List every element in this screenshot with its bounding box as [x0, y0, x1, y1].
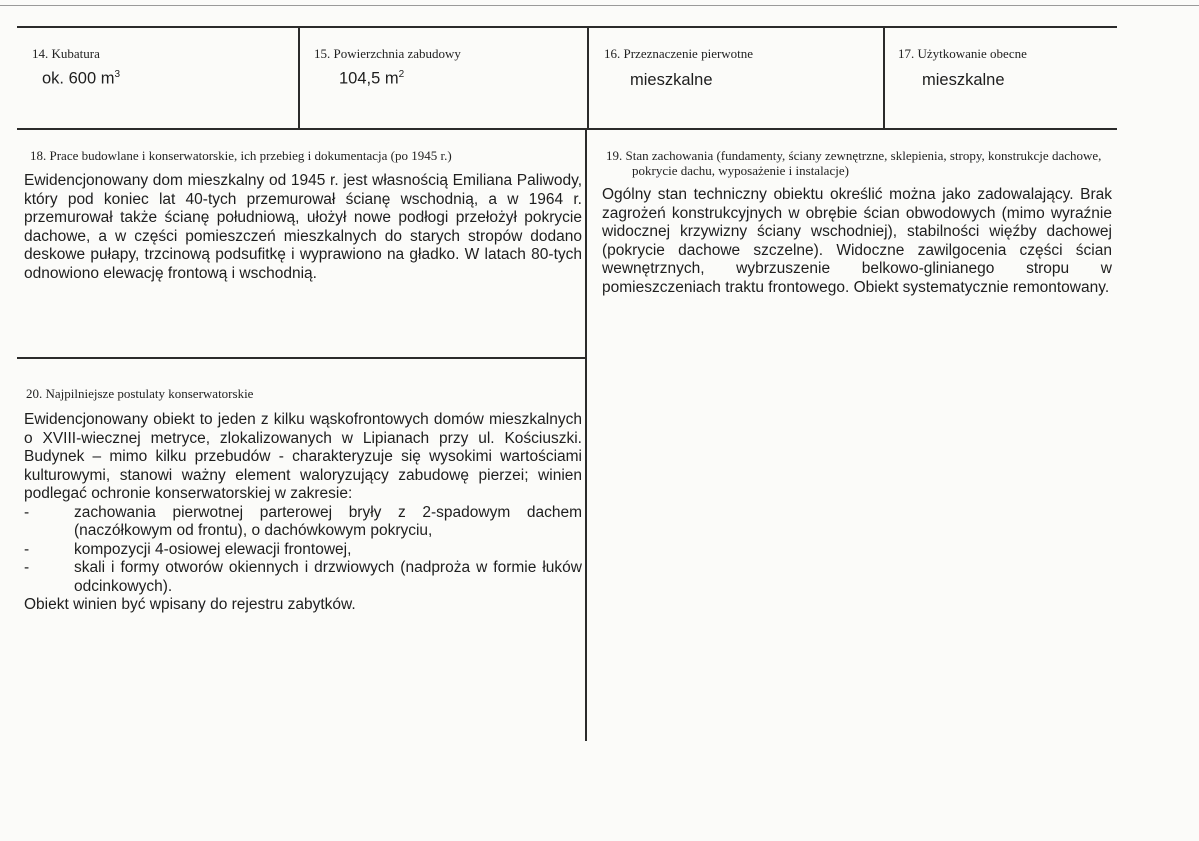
- field-uzytkowanie-obecne: [898, 46, 1113, 90]
- section-stan-zachowania: [602, 148, 1112, 297]
- field-kubatura-value: ok. 600 $m^3$: [42, 69, 121, 88]
- section-20-list: [24, 504, 582, 597]
- divider-16-17: [883, 27, 885, 130]
- divider-14-15: [298, 27, 300, 130]
- field-przeznaczenie-pierwotne: [604, 46, 874, 90]
- row-divider-18-20: [17, 357, 586, 359]
- field-przeznaczenie-label: 16. Przeznaczenie pierwotne: [604, 46, 754, 61]
- list-item: - kompozycji 4-osiowej elewacji frontowej,: [24, 540, 352, 558]
- list-item: - skali i formy otworów okiennych i drzwiowych (nadproża w formie łuków odcinkowych).: [24, 559, 582, 595]
- field-powierzchnia-value: 104,5 $m^2$: [339, 69, 405, 88]
- section-20-intro: Ewidencjonowany obiekt to jeden z kilku wąskofrontowych domów mieszkalnych o XVIII-wiecznej metryce, zlokalizowanych w Lipianach przy ul. Kościuszki. Budynek – mimo kilku przebudów - charakteryzuje się wysokimi wartościami kulturowymi, stanowi ważny element waloryzujący zabudowę pierzei; winien podlegać ochronie konserwatorskiej w zakresie:: [24, 411, 582, 502]
- field-przeznaczenie-value: mieszkalne: [630, 71, 713, 89]
- field-powierzchnia-label: 15. Powierzchnia zabudowy: [314, 46, 461, 61]
- section-20-outro: Obiekt winien być wpisany do rejestru zabytków.: [24, 596, 356, 613]
- field-uzytkowanie-label: 17. Użytkowanie obecne: [898, 46, 1027, 61]
- table-top-border: [17, 26, 1117, 28]
- section-18-label: 18. Prace budowlane i konserwatorskie, ich przebieg i dokumentacja (po 1945 r.): [30, 148, 452, 163]
- field-uzytkowanie-value: mieszkalne: [922, 71, 1005, 89]
- section-19-label: 19. Stan zachowania (fundamenty, ściany zewnętrzne, sklepienia, stropy, konstrukcje dachowe, pokrycie dachu, wyposażenie i instalacje): [606, 148, 1102, 178]
- column-divider-main: [585, 129, 587, 741]
- field-kubatura: [32, 46, 292, 89]
- section-20-label: 20. Najpilniejsze postulaty konserwatorskie: [26, 386, 254, 401]
- field-kubatura-label: 14. Kubatura: [32, 46, 100, 61]
- section-postulaty-konserwatorskie: [24, 386, 582, 615]
- top-edge-line: [0, 5, 1199, 6]
- section-19-text: Ogólny stan techniczny obiektu określić można jako zadowalający. Brak zagrożeń konstrukcyjnych w obrębie ścian obwodowych (mimo wyraźnie widocznej krzywizny ściany wschodniej), stabilności więźby dachowej (pokrycie dachowe szczelne). Widoczne zawilgocenia części ścian wewnętrznych, wybrzuszenie belkowo-glinianego stropu w pomieszczeniach traktu frontowego. Obiekt systematycznie remontowany.: [602, 186, 1112, 296]
- list-item: - zachowania pierwotnej parterowej bryły z 2-spadowym dachem (naczółkowym od frontu), o dachówkowym pokryciu,: [24, 503, 582, 539]
- field-powierzchnia-zabudowy: [314, 46, 574, 89]
- divider-15-16: [587, 27, 589, 130]
- row-divider-1: [17, 128, 1117, 130]
- section-18-text: Ewidencjonowany dom mieszkalny od 1945 r. jest własnością Emiliana Paliwody, który pod koniec lat 40-tych przemurował ścianę wschodnią, a w 1964 r. przemurował także ścianę południową, ułożył nowe podłogi przełożył pokrycie dachowe, a w części pomieszczeń mieszkalnych do starych stropów dodano deskowe pułapy, trzcinową podsufitkę i wyprawiono na gładko. W latach 80-tych odnowiono elewację frontową i wschodnią.: [24, 172, 582, 282]
- section-prace-budowlane: [24, 148, 582, 283]
